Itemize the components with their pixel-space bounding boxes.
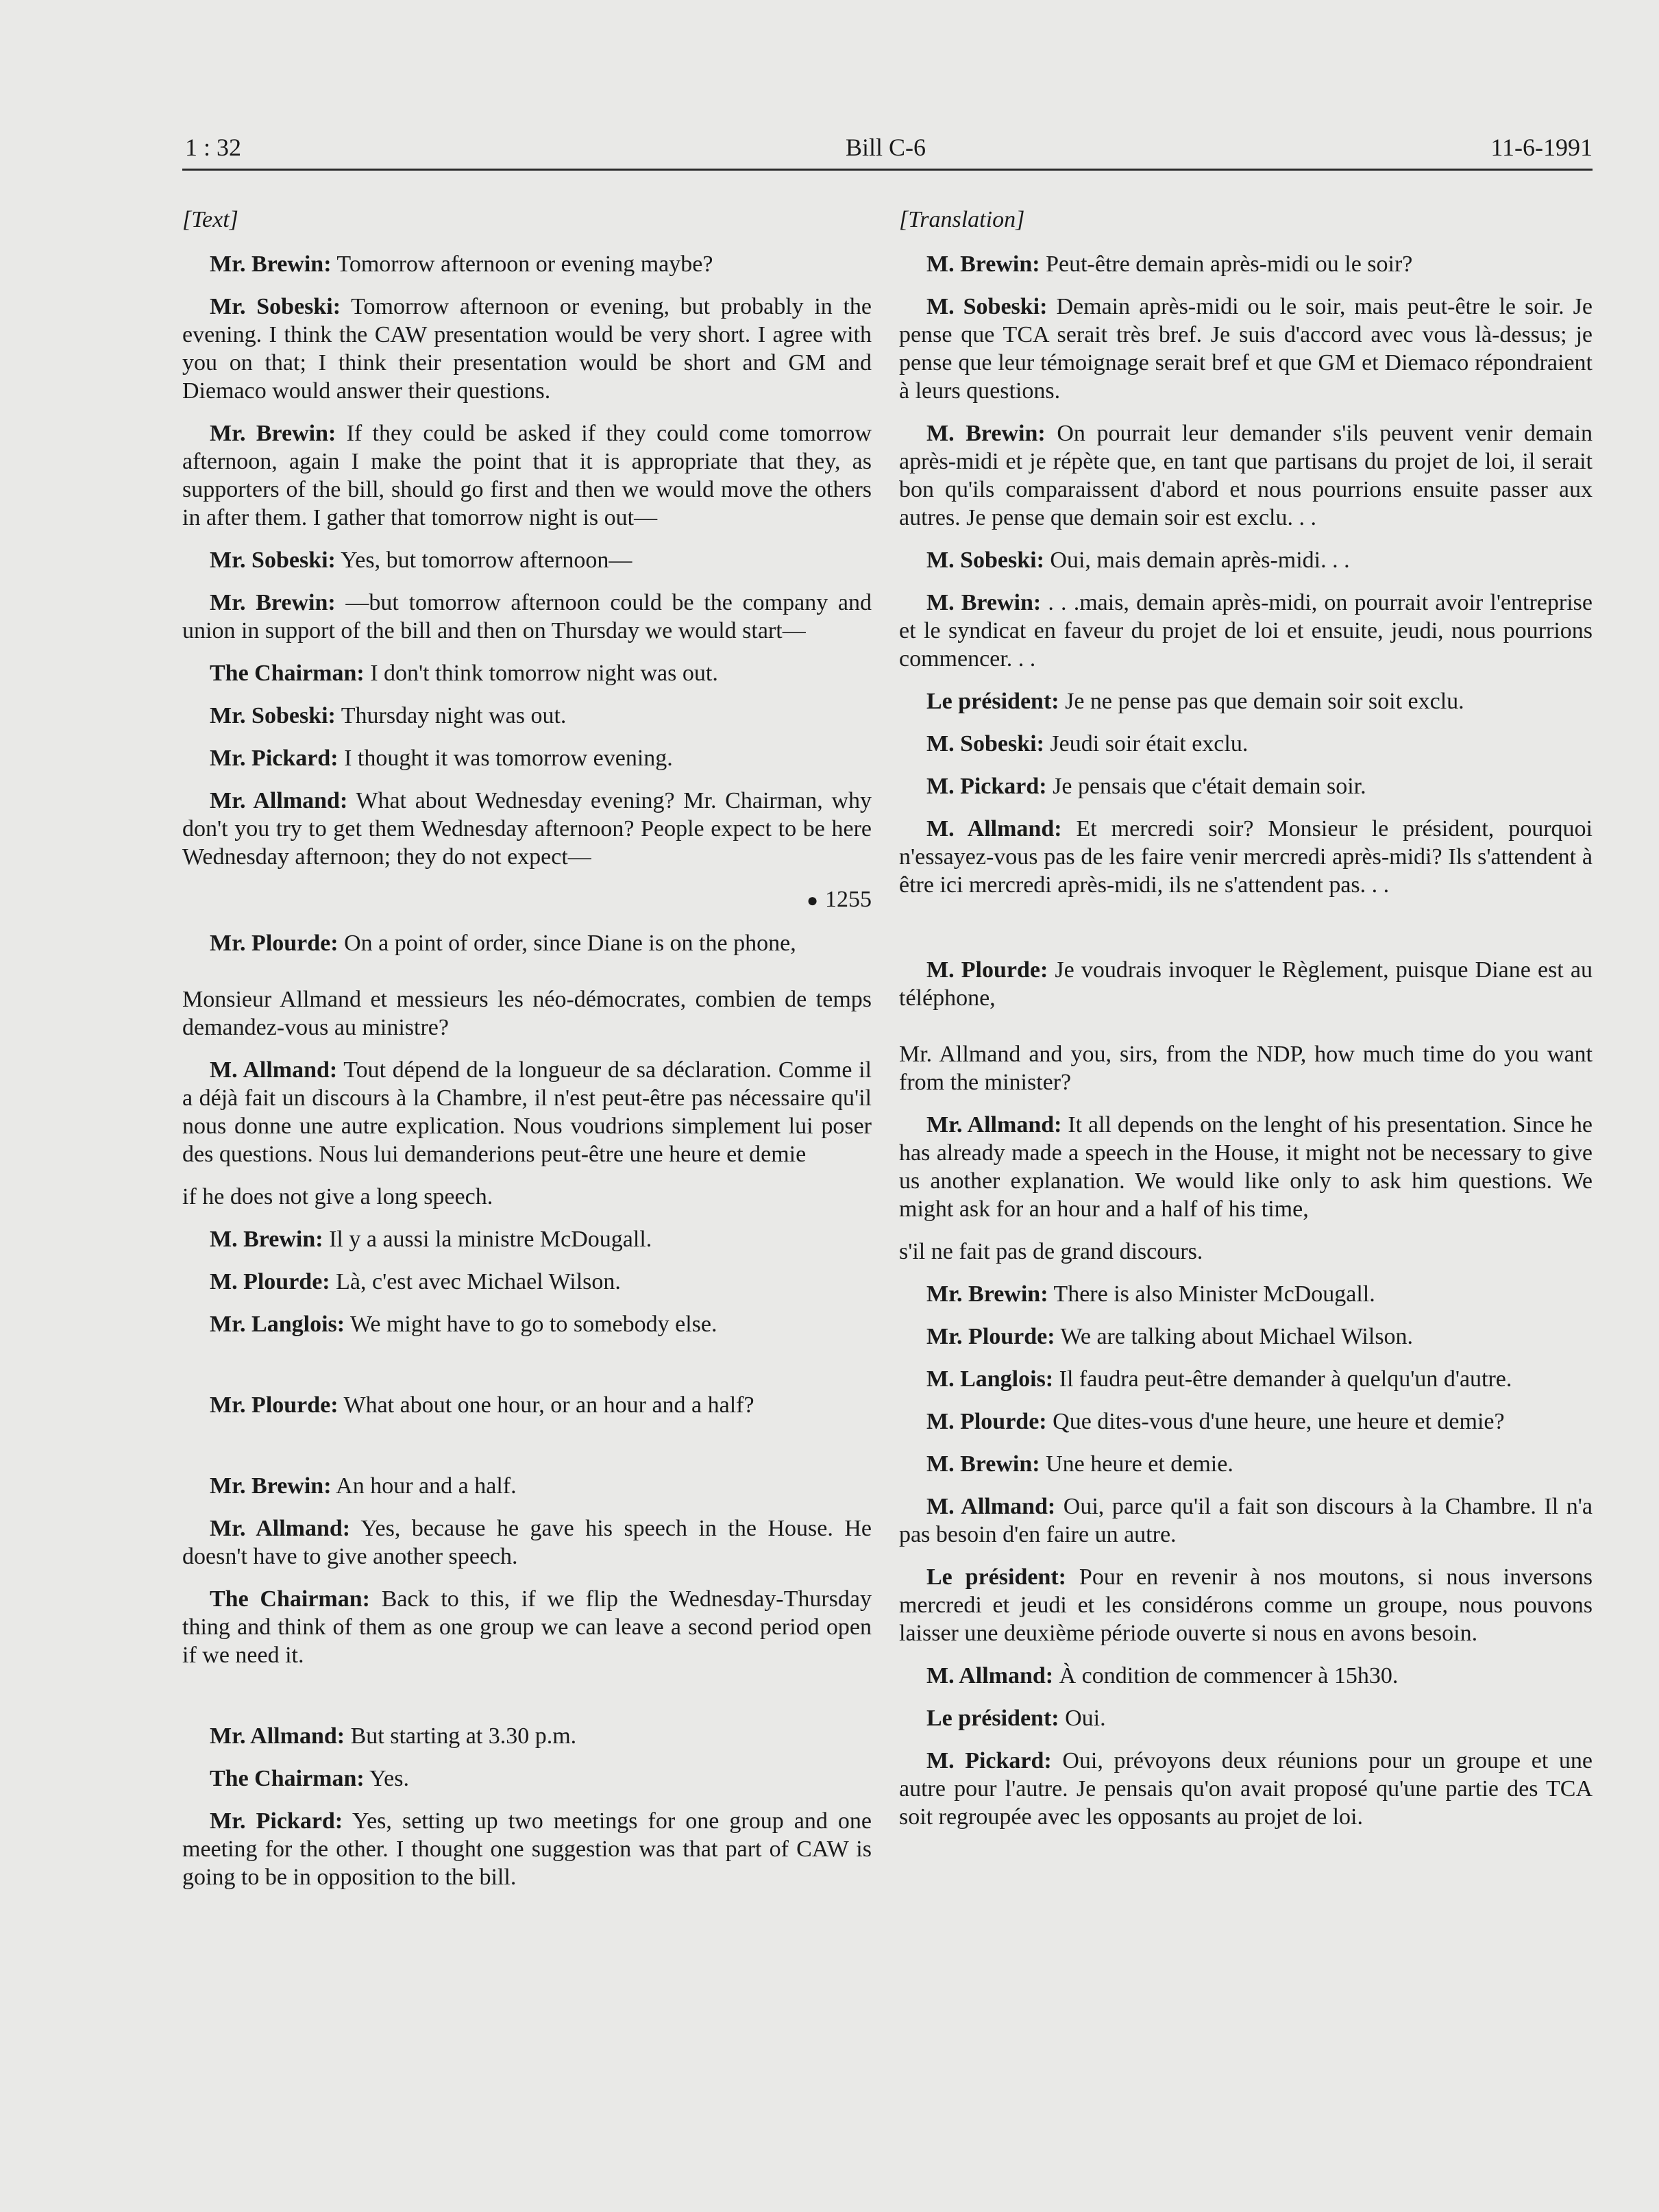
transcript-paragraph (899, 1238, 1593, 1266)
speaker-name: M. Brewin: (926, 251, 1040, 277)
paragraph-text: I don't think tomorrow night was out. (364, 661, 718, 686)
paragraph-text: But starting at 3.30 p.m. (345, 1723, 577, 1749)
speaker-name: Mr. Brewin: (926, 1281, 1048, 1307)
transcript-paragraph (182, 985, 872, 1042)
transcript-paragraph (182, 250, 872, 278)
transcript-paragraph (899, 419, 1593, 532)
paragraph-text: We might have to go to somebody else. (345, 1312, 717, 1337)
transcript-paragraph (899, 589, 1593, 673)
speaker-name: M. Allmand: (926, 1663, 1054, 1688)
paragraph-text: On pourrait leur demander s'ils peuvent venir demain après-midi et je répète que, en tant que partisans du projet de loi, il serait bon qu'ils comparaissent d'abord et nous pourrions ensuite passer aux autres. Je pense que demain soir est exclu. . . (899, 421, 1593, 530)
speaker-name: M. Pickard: (926, 774, 1047, 799)
column-tag: [Translation] (899, 207, 1025, 232)
speaker-name: M. Brewin: (926, 421, 1046, 446)
paragraph-text: We are talking about Michael Wilson. (1055, 1324, 1414, 1349)
speaker-name: Mr. Sobeski: (210, 294, 341, 319)
speaker-name: Mr. Pickard: (210, 1808, 343, 1834)
paragraph-text: Il y a aussi la ministre McDougall. (323, 1227, 652, 1252)
paragraph-text: What about one hour, or an hour and a half? (338, 1392, 754, 1418)
paragraph-text: Je ne pense pas que demain soir soit exclu. (1059, 689, 1464, 714)
speaker-name: M. Langlois: (926, 1366, 1054, 1392)
transcript-paragraph (182, 1807, 872, 1891)
transcript-paragraph (899, 815, 1593, 899)
transcript-paragraph (899, 1747, 1593, 1831)
block-1 (899, 250, 1593, 899)
speaker-name: Mr. Plourde: (926, 1324, 1055, 1349)
paragraph-text: Jeudi soir était exclu. (1044, 731, 1249, 757)
paragraph-text: It all depends on the lenght of his presentation. Since he has already made a speech in the House, it might not be necessary to give us another explanation. We would like only to ask him questions. We might ask for an hour and a half of his time, (899, 1112, 1593, 1222)
transcript-paragraph (182, 546, 872, 574)
paragraph-text: Une heure et demie. (1040, 1451, 1233, 1477)
block-3 (899, 1040, 1593, 1223)
paragraph-text: Oui, parce qu'il a fait son discours à la Chambre. Il n'a pas besoin d'en faire un autre. (899, 1494, 1593, 1547)
paragraph-text: Je voudrais invoquer le Règlement, puisque Diane est au téléphone, (899, 957, 1593, 1011)
paragraph-text: Yes, setting up two meetings for one group and one meeting for the other. I thought one suggestion was that part of CAW is going to be in opposition to the bill. (182, 1808, 872, 1890)
speaker-name: Mr. Plourde: (210, 931, 339, 956)
paragraph-text: Yes. (364, 1766, 409, 1791)
transcript-paragraph (899, 1365, 1593, 1393)
speaker-name: Mr. Brewin: (210, 1473, 332, 1499)
transcript-paragraph (899, 1040, 1593, 1096)
transcript-paragraph (182, 1765, 872, 1793)
paragraph-text: —but tomorrow afternoon could be the company and union in support of the bill and then on Thursday we would start— (182, 590, 872, 643)
transcript-paragraph (182, 1391, 872, 1419)
block-7 (182, 1722, 872, 1891)
speaker-name: The Chairman: (210, 1766, 365, 1791)
speaker-name: M. Pickard: (926, 1748, 1052, 1773)
transcript-paragraph (182, 1183, 872, 1211)
transcript-paragraph (182, 1585, 872, 1669)
paragraph-text: An hour and a half. (331, 1473, 517, 1499)
block-4 (182, 1183, 872, 1338)
transcript-paragraph (182, 293, 872, 405)
paragraph-text: Yes, because he gave his speech in the House. He doesn't have to give another speech. (182, 1516, 872, 1569)
paragraph-text: Mr. Allmand and you, sirs, from the NDP, how much time do you want from the minister? (899, 1042, 1593, 1095)
paragraph-text: If they could be asked if they could come tomorrow afternoon, again I make the point that it is appropriate that they, as supporters of the bill, should go first and then we would move the others in after them. I gather that tomorrow night is out— (182, 421, 872, 530)
paragraph-text: What about Wednesday evening? Mr. Chairman, why don't you try to get them Wednesday afternoon? People expect to be here Wednesday afternoon; they do not expect— (182, 788, 872, 870)
speaker-name: Mr. Sobeski: (210, 703, 336, 728)
speaker-name: M. Allmand: (926, 816, 1062, 841)
paragraph-text: Back to this, if we flip the Wednesday-Thursday thing and think of them as one group we can leave a second period open if we need it. (182, 1586, 872, 1668)
speaker-name: Mr. Brewin: (210, 590, 336, 615)
speaker-name: Mr. Sobeski: (210, 548, 336, 573)
time-marker: ● 1255 (807, 887, 872, 912)
document-date: 11-6-1991 (1490, 134, 1593, 161)
transcript-paragraph (899, 1563, 1593, 1647)
speaker-name: Mr. Pickard: (210, 746, 339, 771)
paragraph-text: Oui. (1059, 1706, 1106, 1731)
paragraph-text: Tomorrow afternoon or evening maybe? (331, 251, 713, 277)
page-header (182, 133, 1593, 171)
block-5 (182, 1391, 872, 1419)
speaker-name: Mr. Allmand: (210, 1516, 351, 1541)
transcript-paragraph (182, 659, 872, 687)
transcript-paragraph (899, 1662, 1593, 1690)
transcript-paragraph (182, 744, 872, 772)
transcript-paragraph (899, 1704, 1593, 1732)
transcript-paragraph (182, 1310, 872, 1338)
paragraph-text: s'il ne fait pas de grand discours. (899, 1239, 1203, 1264)
block-4 (899, 1238, 1593, 1831)
transcript-paragraph (182, 589, 872, 645)
speaker-name: M. Sobeski: (926, 548, 1044, 573)
transcript-paragraph (899, 1450, 1593, 1478)
paragraph-text: Oui, mais demain après-midi. . . (1044, 548, 1350, 573)
document-title: Bill C-6 (846, 134, 926, 161)
speaker-name: M. Sobeski: (926, 294, 1048, 319)
paragraph-text: I thought it was tomorrow evening. (338, 746, 673, 771)
transcript-paragraph (899, 546, 1593, 574)
paragraph-text: There is also Minister McDougall. (1048, 1281, 1375, 1307)
speaker-name: Mr. Allmand: (210, 1723, 345, 1749)
paragraph-text: Oui, prévoyons deux réunions pour un groupe et une autre pour l'autre. Je pensais qu'on avait proposé qu'une partie des TCA soit regroupée avec les opposants au projet de loi. (899, 1748, 1593, 1830)
column-tag: [Text] (182, 207, 238, 232)
transcript-paragraph (899, 1111, 1593, 1223)
transcript-paragraph (899, 1280, 1593, 1308)
paragraph-text: Tomorrow afternoon or evening, but probably in the evening. I think the CAW presentation would be very short. I agree with you on that; I think their presentation would be short and GM and Diemaco would answer their questions. (182, 294, 872, 404)
transcript-paragraph (182, 419, 872, 532)
block-1 (182, 250, 872, 871)
left-column (182, 206, 872, 1906)
speaker-name: M. Brewin: (926, 1451, 1040, 1477)
paragraph-text: Thursday night was out. (335, 703, 567, 728)
speaker-name: The Chairman: (210, 1586, 370, 1612)
transcript-paragraph (182, 787, 872, 871)
speaker-name: Mr. Brewin: (210, 251, 332, 277)
paragraph-text: Demain après-midi ou le soir, mais peut-être le soir. Je pense que TCA serait très bref. Je suis d'accord avec vous là-dessus; je pense que leur témoignage serait bref et que GM et Diemaco répondraient à leurs questions. (899, 294, 1593, 404)
transcript-paragraph (899, 1408, 1593, 1436)
transcript-paragraph (182, 1514, 872, 1571)
speaker-name: M. Allmand: (210, 1057, 338, 1083)
paragraph-text: Et mercredi soir? Monsieur le président, pourquoi n'essayez-vous pas de les faire venir mercredi après-midi? Ils s'attendent à être ici mercredi après-midi, ils ne s'attendent pas. . . (899, 816, 1593, 898)
block-2 (182, 929, 872, 957)
right-column (899, 206, 1593, 1845)
paragraph-text: if he does not give a long speech. (182, 1184, 493, 1209)
paragraph-text: À condition de commencer à 15h30. (1053, 1663, 1399, 1688)
transcript-paragraph (899, 293, 1593, 405)
transcript-paragraph (899, 956, 1593, 1012)
transcript-paragraph (182, 1056, 872, 1168)
transcript-paragraph (899, 1323, 1593, 1351)
paragraph-text: Pour en revenir à nos moutons, si nous inversons mercredi et jeudi et les considérons comme un groupe, nous pouvons laisser une deuxième période ouverte si nous en avons besoin. (899, 1564, 1593, 1646)
paragraph-text: Là, c'est avec Michael Wilson. (330, 1269, 621, 1294)
speaker-name: Mr. Allmand: (210, 788, 348, 813)
speaker-name: M. Allmand: (926, 1494, 1056, 1519)
speaker-name: M. Brewin: (210, 1227, 323, 1252)
speaker-name: Le président: (926, 1564, 1067, 1590)
transcript-paragraph (899, 687, 1593, 715)
speaker-name: Mr. Allmand: (926, 1112, 1062, 1138)
speaker-name: M. Brewin: (926, 590, 1042, 615)
block-2 (899, 956, 1593, 1012)
paragraph-text: On a point of order, since Diane is on the phone, (338, 931, 796, 956)
paragraph-text: Yes, but tomorrow afternoon— (335, 548, 632, 573)
paragraph-text: Il faudra peut-être demander à quelqu'un d'autre. (1053, 1366, 1512, 1392)
transcript-paragraph (182, 1472, 872, 1500)
paragraph-text: Peut-être demain après-midi ou le soir? (1040, 251, 1413, 277)
transcript-paragraph (182, 1722, 872, 1750)
speaker-name: Mr. Plourde: (210, 1392, 339, 1418)
transcript-paragraph (182, 929, 872, 957)
block-3 (182, 985, 872, 1168)
transcript-paragraph (899, 772, 1593, 800)
block-6 (182, 1472, 872, 1669)
speaker-name: M. Plourde: (926, 1409, 1047, 1434)
speaker-name: Mr. Langlois: (210, 1312, 345, 1337)
transcript-paragraph (899, 730, 1593, 758)
transcript-paragraph (182, 1268, 872, 1296)
paragraph-text: Tout dépend de la longueur de sa déclaration. Comme il a déjà fait un discours à la Chambre, il n'est peut-être pas nécessaire qu'il nous donne une autre explication. Nous voudrions simplement lui poser des questions. Nous lui demanderions peut-être une heure et demie (182, 1057, 872, 1167)
transcript-paragraph (182, 702, 872, 730)
speaker-name: Le président: (926, 689, 1059, 714)
speaker-name: M. Sobeski: (926, 731, 1044, 757)
speaker-name: M. Plourde: (210, 1269, 330, 1294)
speaker-name: Le président: (926, 1706, 1059, 1731)
transcript-paragraph (899, 250, 1593, 278)
paragraph-text: Je pensais que c'était demain soir. (1046, 774, 1366, 799)
transcript-paragraph (899, 1492, 1593, 1549)
page-number: 1 : 32 (185, 134, 242, 161)
speaker-name: Mr. Brewin: (210, 421, 336, 446)
paragraph-text: . . .mais, demain après-midi, on pourrait avoir l'entreprise et le syndicat en faveur du projet de loi et ensuite, jeudi, nous pourrions commencer. . . (899, 590, 1593, 672)
transcript-paragraph (182, 1225, 872, 1253)
paragraph-text: Monsieur Allmand et messieurs les néo-démocrates, combien de temps demandez-vous au ministre? (182, 987, 872, 1040)
speaker-name: M. Plourde: (926, 957, 1048, 983)
speaker-name: The Chairman: (210, 661, 365, 686)
paragraph-text: Que dites-vous d'une heure, une heure et demie? (1046, 1409, 1505, 1434)
